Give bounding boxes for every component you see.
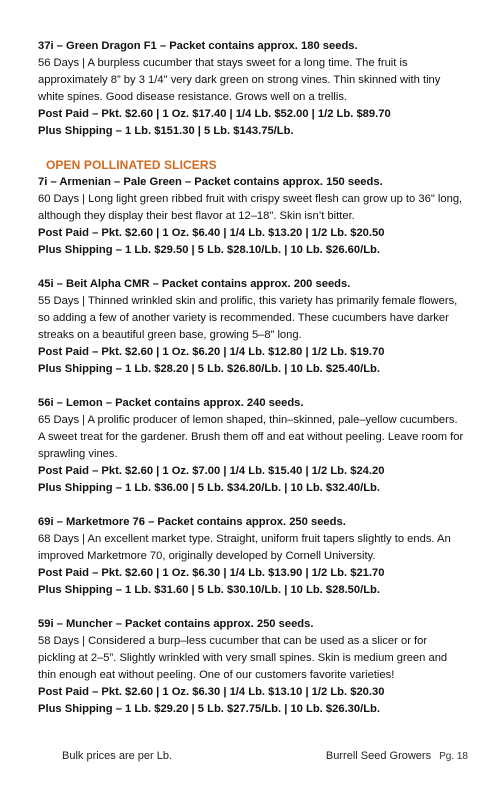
price-post-paid: Post Paid – Pkt. $2.60 | 1 Oz. $6.20 | 1/4 Lb. $12.80 | 1/2 Lb. $19.70 <box>38 346 385 358</box>
section-heading: OPEN POLLINATED SLICERS <box>46 158 217 172</box>
product-entry <box>38 395 466 497</box>
product-entry <box>38 174 466 259</box>
price-shipping: Plus Shipping – 1 Lb. $28.20 | 5 Lb. $26.80/Lb. | 10 Lb. $25.40/Lb. <box>38 363 380 375</box>
product-entry <box>38 616 466 718</box>
product-description: 55 Days | Thinned wrinkled skin and prolific, this variety has primarily female flowers, so adding a few of another variety is recommended. These cucumbers have darker streaks on a beautiful green base, growing 5–8” long. <box>38 295 458 341</box>
product-description: 65 Days | A prolific producer of lemon shaped, thin–skinned, pale–yellow cucumbers. A sweet treat for the gardener. Brush them off and eat without peeling. Leave room for sprawling vines. <box>38 414 464 460</box>
price-post-paid: Post Paid – Pkt. $2.60 | 1 Oz. $6.30 | 1/4 Lb. $13.10 | 1/2 Lb. $20.30 <box>38 686 385 698</box>
product-entry <box>38 276 466 378</box>
price-shipping: Plus Shipping – 1 Lb. $151.30 | 5 Lb. $143.75/Lb. <box>38 125 294 137</box>
price-post-paid: Post Paid – Pkt. $2.60 | 1 Oz. $6.30 | 1/4 Lb. $13.90 | 1/2 Lb. $21.70 <box>38 567 385 579</box>
price-shipping: Plus Shipping – 1 Lb. $29.50 | 5 Lb. $28.10/Lb. | 10 Lb. $26.60/Lb. <box>38 244 380 256</box>
product-description: 68 Days | An excellent market type. Straight, uniform fruit tapers slightly to ends. An improved Marketmore 70, originally developed by Cornell University. <box>38 533 451 562</box>
price-post-paid: Post Paid – Pkt. $2.60 | 1 Oz. $17.40 | 1/4 Lb. $52.00 | 1/2 Lb. $89.70 <box>38 108 391 120</box>
product-title: 7i – Armenian – Pale Green – Packet contains approx. 150 seeds. <box>38 176 383 188</box>
catalog-page <box>38 38 466 735</box>
price-shipping: Plus Shipping – 1 Lb. $29.20 | 5 Lb. $27.75/Lb. | 10 Lb. $26.30/Lb. <box>38 703 380 715</box>
product-title: 56i – Lemon – Packet contains approx. 240 seeds. <box>38 397 304 409</box>
price-post-paid: Post Paid – Pkt. $2.60 | 1 Oz. $7.00 | 1/4 Lb. $15.40 | 1/2 Lb. $24.20 <box>38 465 385 477</box>
product-title: 45i – Beit Alpha CMR – Packet contains approx. 200 seeds. <box>38 278 351 290</box>
page-number: Pg. 18 <box>439 751 468 762</box>
price-shipping: Plus Shipping – 1 Lb. $36.00 | 5 Lb. $34.20/Lb. | 10 Lb. $32.40/Lb. <box>38 482 380 494</box>
footer-right <box>326 750 468 762</box>
product-description: 58 Days | Considered a burp–less cucumber that can be used as a slicer or for pickling at 2–5”. Slightly wrinkled with very small spines. Skin is medium green and thin enough eat without peeling. One of our customers favorite varieties! <box>38 635 448 681</box>
product-description: 60 Days | Long light green ribbed fruit with crispy sweet flesh can grow up to 36" long, although they display their best flavor at 12–18". Skin isn’t bitter. <box>38 193 463 222</box>
bulk-price-note: Bulk prices are per Lb. <box>62 750 173 762</box>
product-title: 59i – Muncher – Packet contains approx. 250 seeds. <box>38 618 314 630</box>
company-name: Burrell Seed Growers <box>325 750 432 762</box>
product-title: 37i – Green Dragon F1 – Packet contains approx. 180 seeds. <box>38 40 358 52</box>
product-entry <box>38 38 466 140</box>
price-post-paid: Post Paid – Pkt. $2.60 | 1 Oz. $6.40 | 1/4 Lb. $13.20 | 1/2 Lb. $20.50 <box>38 227 385 239</box>
price-shipping: Plus Shipping – 1 Lb. $31.60 | 5 Lb. $30.10/Lb. | 10 Lb. $28.50/Lb. <box>38 584 380 596</box>
product-description: 56 Days | A burpless cucumber that stays sweet for a long time. The fruit is approximately 8” by 3 1/4" very dark green on strong vines. Thin skinned with tiny white spines. Good disease resistance. Grows well on a trellis. <box>38 57 441 103</box>
product-entry <box>38 514 466 599</box>
product-title: 69i – Marketmore 76 – Packet contains approx. 250 seeds. <box>38 516 346 528</box>
